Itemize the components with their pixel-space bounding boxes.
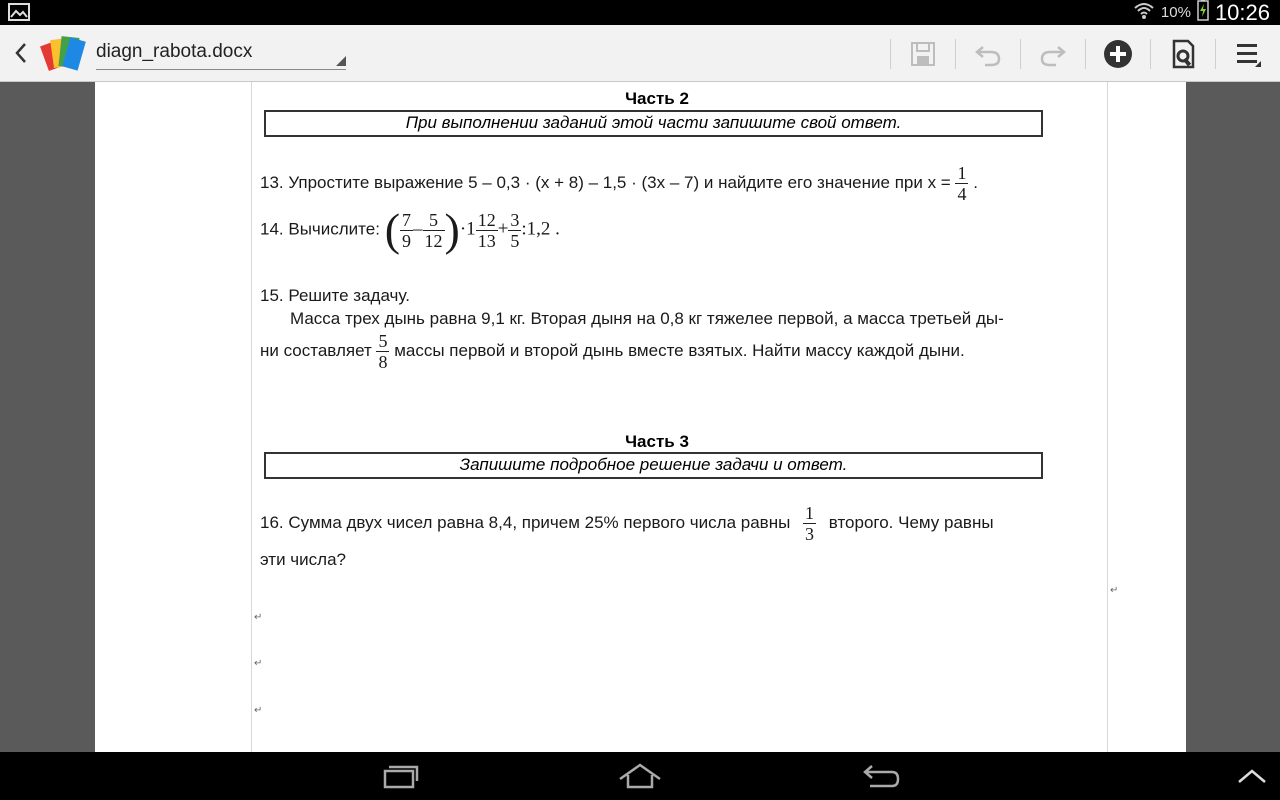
minus-sign: – bbox=[413, 218, 423, 240]
task-15-line2 bbox=[260, 331, 965, 372]
fraction-numerator: 1 bbox=[957, 163, 967, 183]
toolbar-separator bbox=[1150, 39, 1151, 69]
task-13-fraction bbox=[955, 163, 968, 204]
tools-icon[interactable] bbox=[1163, 35, 1203, 73]
part3-title: Часть 3 bbox=[625, 432, 689, 451]
task-14-label: 14. Вычислите: bbox=[260, 219, 380, 239]
fraction-denominator: 4 bbox=[957, 184, 967, 204]
toolbar-separator bbox=[955, 39, 956, 69]
fraction bbox=[476, 210, 498, 251]
app-toolbar bbox=[0, 25, 1280, 82]
right-paren: ) bbox=[444, 204, 460, 255]
task-13-end: . bbox=[973, 172, 978, 192]
fraction-denominator: 9 bbox=[402, 230, 412, 251]
add-icon[interactable] bbox=[1098, 35, 1138, 73]
status-bar bbox=[0, 0, 1280, 25]
back-icon[interactable] bbox=[8, 37, 34, 69]
fraction-numerator: 7 bbox=[402, 209, 412, 230]
toolbar-separator bbox=[890, 39, 891, 69]
paragraph-mark: ↵ bbox=[254, 612, 263, 623]
undo-icon[interactable] bbox=[968, 35, 1008, 73]
fraction-denominator: 8 bbox=[378, 352, 388, 372]
task-15-line1: Масса трех дынь равна 9,1 кг. Вторая дыня на 0,8 кг тяжелее первой, а масса третьей ды- bbox=[290, 309, 1004, 328]
fraction bbox=[508, 210, 521, 251]
fraction-denominator: 13 bbox=[477, 230, 496, 251]
task-16-line1 bbox=[260, 503, 994, 544]
back-nav-icon[interactable] bbox=[852, 758, 912, 794]
task-15-fraction bbox=[376, 331, 389, 372]
fraction-numerator: 5 bbox=[378, 331, 388, 351]
toolbar-separator bbox=[1215, 39, 1216, 69]
task-14-tail: :1,2 . bbox=[521, 218, 560, 240]
left-paren: ( bbox=[384, 204, 401, 255]
battery-percent: 10% bbox=[1160, 4, 1191, 21]
paragraph-mark: ↵ bbox=[254, 705, 263, 716]
part2-instruction-box: При выполнении заданий этой части запишите свой ответ. bbox=[264, 110, 1043, 137]
battery-charging-icon bbox=[1197, 0, 1209, 26]
fraction bbox=[400, 210, 413, 251]
save-icon[interactable] bbox=[903, 35, 943, 73]
home-icon[interactable] bbox=[610, 758, 670, 794]
task-16-line1-start: 16. Сумма двух чисел равна 8,4, причем 25% первого числа равны bbox=[260, 512, 791, 532]
fraction-numerator: 3 bbox=[510, 209, 520, 230]
task-13 bbox=[260, 163, 978, 204]
recent-apps-icon[interactable] bbox=[370, 758, 430, 794]
system-nav-bar bbox=[0, 752, 1280, 800]
fraction-numerator: 12 bbox=[477, 209, 496, 230]
fraction-denominator: 12 bbox=[424, 230, 443, 251]
paragraph-mark: ↵ bbox=[1110, 585, 1119, 596]
task-15-line2-end: массы первой и второй дынь вместе взятых. Найти массу каждой дыни. bbox=[394, 340, 965, 360]
file-name-field[interactable] bbox=[96, 41, 346, 70]
part3-instruction-box: Запишите подробное решение задачи и ответ. bbox=[264, 452, 1043, 479]
task-14 bbox=[260, 204, 560, 255]
task-16-line2: эти числа? bbox=[260, 550, 346, 569]
wifi-icon bbox=[1133, 0, 1155, 25]
fraction-denominator: 3 bbox=[805, 524, 815, 544]
fraction bbox=[423, 210, 445, 251]
file-name: diagn_rabota.docx bbox=[96, 41, 253, 62]
toolbar-separator bbox=[1085, 39, 1086, 69]
task-15-line2-start: ни составляет bbox=[260, 340, 372, 360]
toolbar-separator bbox=[1020, 39, 1021, 69]
plus-sign: + bbox=[497, 218, 509, 240]
menu-icon[interactable] bbox=[1228, 35, 1268, 73]
dropdown-corner-icon bbox=[336, 56, 346, 66]
multiply-sign: ·1 bbox=[459, 218, 476, 240]
task-13-text: 13. Упростите выражение 5 – 0,3 · (x + 8) – 1,5 · (3x – 7) и найдите его значение при x = bbox=[260, 172, 951, 192]
task-16-line1-end: второго. Чему равны bbox=[828, 512, 994, 532]
paragraph-mark: ↵ bbox=[254, 658, 263, 669]
app-logo-icon bbox=[40, 33, 86, 73]
task-15-title: 15. Решите задачу. bbox=[260, 286, 410, 305]
collapse-icon[interactable] bbox=[1222, 758, 1280, 794]
part2-title: Часть 2 bbox=[625, 89, 689, 108]
task-16-fraction bbox=[803, 503, 816, 544]
fraction-numerator: 5 bbox=[423, 210, 445, 231]
redo-icon[interactable] bbox=[1033, 35, 1073, 73]
gallery-icon bbox=[8, 3, 30, 21]
fraction-numerator: 1 bbox=[805, 503, 815, 523]
fraction-denominator: 5 bbox=[510, 230, 520, 251]
clock: 10:26 bbox=[1214, 0, 1270, 25]
